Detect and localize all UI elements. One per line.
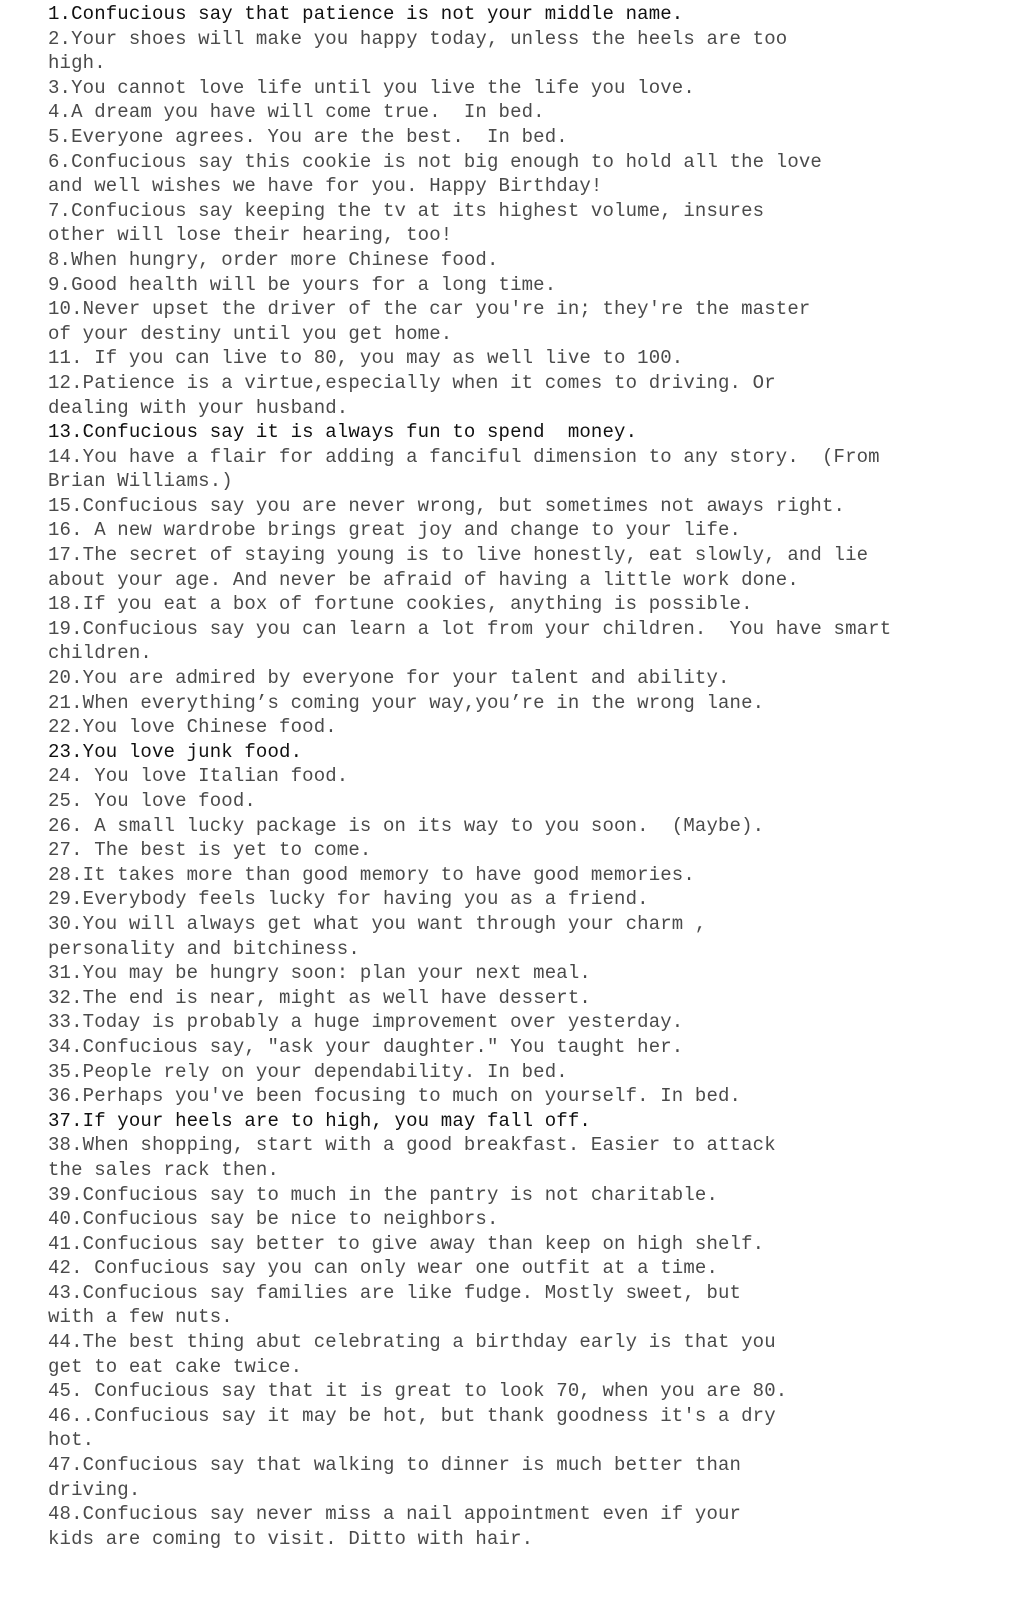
fortune-line: 40.Confucious say be nice to neighbors. [48, 1208, 499, 1231]
fortune-entry [48, 789, 1018, 814]
fortune-line: 2.Your shoes will make you happy today, unless the heels are too [48, 27, 788, 50]
fortune-entry [48, 420, 1018, 445]
fortune-line: 37.If your heels are to high, you may fall off. [48, 1109, 591, 1132]
fortune-line: 21.When everything’s coming your way,you’re in the wrong lane. [48, 691, 765, 714]
fortune-line: 11. If you can live to 80, you may as well live to 100. [48, 347, 684, 370]
fortune-line: 33.Today is probably a huge improvement over yesterday. [48, 1011, 684, 1034]
fortune-entry [48, 518, 1018, 543]
fortune-entry [48, 543, 1018, 592]
fortune-entry [48, 1330, 1018, 1379]
fortune-line: 35.People rely on your dependability. In bed. [48, 1060, 568, 1083]
fortune-line: 42. Confucious say you can only wear one outfit at a time. [48, 1257, 719, 1280]
fortune-line: 17.The secret of staying young is to live honestly, eat slowly, and lie [48, 544, 869, 567]
fortune-line: 10.Never upset the driver of the car you're in; they're the master [48, 298, 811, 321]
fortune-entry [48, 838, 1018, 863]
fortune-line: 34.Confucious say, "ask your daughter." You taught her. [48, 1035, 684, 1058]
fortune-line: 28.It takes more than good memory to have good memories. [48, 863, 695, 886]
fortune-entry [48, 1379, 1018, 1404]
fortune-line: 6.Confucious say this cookie is not big enough to hold all the love [48, 150, 822, 173]
fortune-line: children. [48, 642, 152, 665]
fortune-line: about your age. And never be afraid of having a little work done. [48, 568, 799, 591]
fortune-line: 41.Confucious say better to give away than keep on high shelf. [48, 1232, 765, 1255]
fortune-entry [48, 764, 1018, 789]
fortune-entry [48, 2, 1018, 27]
fortune-entry [48, 445, 1018, 494]
fortune-entry [48, 273, 1018, 298]
fortune-entry [48, 297, 1018, 346]
fortune-entry [48, 494, 1018, 519]
fortune-line: 30.You will always get what you want through your charm , [48, 912, 707, 935]
fortune-line: and well wishes we have for you. Happy Birthday! [48, 175, 603, 198]
fortune-line: 9.Good health will be yours for a long time. [48, 273, 557, 296]
fortune-line: 23.You love junk food. [48, 740, 303, 763]
fortune-entry [48, 27, 1018, 76]
fortune-line: 8.When hungry, order more Chinese food. [48, 248, 499, 271]
fortune-line: Brian Williams.) [48, 470, 233, 493]
fortune-entry [48, 100, 1018, 125]
fortune-entry [48, 76, 1018, 101]
fortune-line: high. [48, 52, 106, 75]
fortune-line: kids are coming to visit. Ditto with hair. [48, 1527, 534, 1550]
fortune-line: 26. A small lucky package is on its way to you soon. (Maybe). [48, 814, 765, 837]
fortune-line: other will lose their hearing, too! [48, 224, 453, 247]
fortune-line: personality and bitchiness. [48, 937, 360, 960]
fortune-line: of your destiny until you get home. [48, 322, 453, 345]
fortune-line: 36.Perhaps you've been focusing to much on yourself. In bed. [48, 1085, 742, 1108]
fortune-line: 18.If you eat a box of fortune cookies, anything is possible. [48, 593, 753, 616]
fortune-line: 32.The end is near, might as well have dessert. [48, 986, 591, 1009]
fortune-line: dealing with your husband. [48, 396, 349, 419]
fortune-line: 27. The best is yet to come. [48, 839, 372, 862]
fortune-entry [48, 986, 1018, 1011]
fortune-entry [48, 1133, 1018, 1182]
fortune-entry [48, 150, 1018, 199]
fortune-line: 45. Confucious say that it is great to look 70, when you are 80. [48, 1380, 788, 1403]
fortune-entry [48, 1010, 1018, 1035]
fortune-entry [48, 961, 1018, 986]
fortune-line: hot. [48, 1429, 95, 1452]
fortune-entry [48, 1256, 1018, 1281]
fortune-entry [48, 1109, 1018, 1134]
fortune-line: 14.You have a flair for adding a fanciful dimension to any story. (From [48, 445, 880, 468]
fortune-entry [48, 715, 1018, 740]
fortune-entry [48, 617, 1018, 666]
fortune-entry [48, 346, 1018, 371]
fortune-entry [48, 1035, 1018, 1060]
fortune-line: 29.Everybody feels lucky for having you as a friend. [48, 888, 649, 911]
fortune-line: 39.Confucious say to much in the pantry is not charitable. [48, 1183, 719, 1206]
fortune-entry [48, 1232, 1018, 1257]
fortune-line: 20.You are admired by everyone for your talent and ability. [48, 667, 730, 690]
fortune-entry [48, 1183, 1018, 1208]
fortune-line: 12.Patience is a virtue,especially when it comes to driving. Or [48, 371, 776, 394]
fortune-line: get to eat cake twice. [48, 1355, 303, 1378]
fortune-entry [48, 1453, 1018, 1502]
fortune-line: 25. You love food. [48, 790, 256, 812]
fortune-line: 24. You love Italian food. [48, 765, 349, 788]
fortune-line: 7.Confucious say keeping the tv at its highest volume, insures [48, 199, 765, 222]
fortune-line: 46..Confucious say it may be hot, but thank goodness it's a dry [48, 1404, 776, 1427]
fortune-entry [48, 125, 1018, 150]
fortune-line: 47.Confucious say that walking to dinner is much better than [48, 1454, 742, 1477]
fortune-line: 48.Confucious say never miss a nail appointment even if your [48, 1503, 742, 1526]
fortune-line: 38.When shopping, start with a good breakfast. Easier to attack [48, 1134, 776, 1157]
fortune-entry [48, 1084, 1018, 1109]
fortune-line: 3.You cannot love life until you live the life you love. [48, 76, 695, 99]
fortune-entry [48, 199, 1018, 248]
fortune-entry [48, 1404, 1018, 1453]
fortune-line: 1.Confucious say that patience is not your middle name. [48, 3, 684, 25]
fortune-entry [48, 1502, 1018, 1551]
fortune-line: 44.The best thing abut celebrating a birthday early is that you [48, 1331, 776, 1354]
fortune-entry [48, 740, 1018, 765]
fortune-line: 31.You may be hungry soon: plan your next meal. [48, 962, 591, 985]
fortune-line: 16. A new wardrobe brings great joy and change to your life. [48, 519, 742, 542]
fortune-line: the sales rack then. [48, 1158, 280, 1181]
fortune-line: 19.Confucious say you can learn a lot from your children. You have smart [48, 617, 892, 640]
fortune-line: 22.You love Chinese food. [48, 716, 337, 739]
fortune-entry [48, 666, 1018, 691]
fortune-entry [48, 1281, 1018, 1330]
fortune-entry [48, 912, 1018, 961]
fortune-entry [48, 592, 1018, 617]
fortune-line: 4.A dream you have will come true. In bed. [48, 101, 545, 124]
fortune-entry [48, 691, 1018, 716]
fortune-entry [48, 1060, 1018, 1085]
fortune-line: with a few nuts. [48, 1306, 233, 1329]
fortune-list [48, 2, 1018, 1551]
fortune-line: 5.Everyone agrees. You are the best. In bed. [48, 125, 568, 148]
fortune-line: 13.Confucious say it is always fun to spend money. [48, 421, 638, 444]
fortune-line: driving. [48, 1478, 141, 1501]
fortune-entry [48, 1207, 1018, 1232]
fortune-entry [48, 248, 1018, 273]
fortune-line: 15.Confucious say you are never wrong, but sometimes not aways right. [48, 494, 846, 517]
fortune-entry [48, 887, 1018, 912]
fortune-line: 43.Confucious say families are like fudge. Mostly sweet, but [48, 1281, 742, 1304]
fortune-entry [48, 814, 1018, 839]
fortune-entry [48, 371, 1018, 420]
fortune-entry [48, 863, 1018, 888]
